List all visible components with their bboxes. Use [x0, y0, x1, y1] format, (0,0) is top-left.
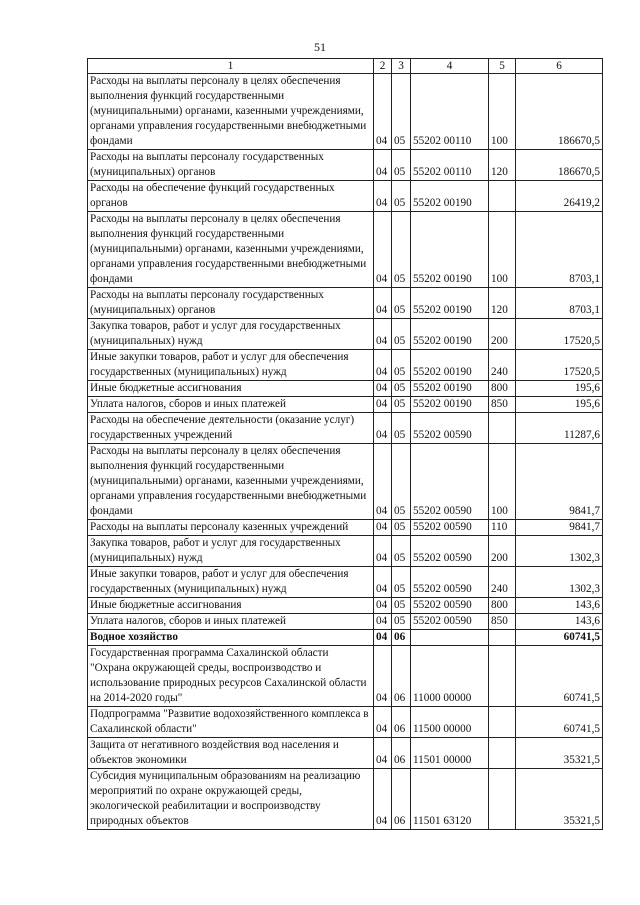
- target-article-code-cell: 55202 00590: [411, 520, 489, 536]
- table-row: [88, 646, 603, 707]
- subsection-code-cell: 05: [392, 413, 411, 444]
- expense-type-code-cell: 850: [489, 614, 516, 630]
- section-code-cell: 04: [374, 738, 392, 769]
- table-row: [88, 536, 603, 567]
- expense-name-cell: Подпрограмма "Развитие водохозяйственного комплекса в Сахалинской области": [88, 707, 374, 738]
- subsection-code-cell: 05: [392, 536, 411, 567]
- expense-name-cell: Субсидия муниципальным образованиям на реализацию мероприятий по охране окружающей среды, экологической реабилитации и воспроизводству природных объектов: [88, 769, 374, 830]
- subsection-code-cell: 06: [392, 769, 411, 830]
- subsection-code-cell: 06: [392, 738, 411, 769]
- expense-name-cell: Расходы на выплаты персоналу государственных (муниципальных) органов: [88, 288, 374, 319]
- section-code-cell: 04: [374, 413, 392, 444]
- section-code-cell: 04: [374, 598, 392, 614]
- section-code-cell: 04: [374, 614, 392, 630]
- table-row: [88, 707, 603, 738]
- expense-name-cell: Закупка товаров, работ и услуг для государственных (муниципальных) нужд: [88, 319, 374, 350]
- column-header: 6: [516, 59, 603, 74]
- expense-type-code-cell: [489, 181, 516, 212]
- expense-name-cell: Иные закупки товаров, работ и услуг для обеспечения государственных (муниципальных) нужд: [88, 567, 374, 598]
- amount-cell: 143,6: [516, 614, 603, 630]
- table-row: [88, 397, 603, 413]
- subsection-code-cell: 05: [392, 520, 411, 536]
- column-header: 1: [88, 59, 374, 74]
- target-article-code-cell: 11501 63120: [411, 769, 489, 830]
- section-code-cell: 04: [374, 212, 392, 288]
- expense-type-code-cell: [489, 738, 516, 769]
- subsection-code-cell: 05: [392, 181, 411, 212]
- expense-name-cell: Иные бюджетные ассигнования: [88, 598, 374, 614]
- section-code-cell: 04: [374, 567, 392, 598]
- subsection-code-cell: 05: [392, 444, 411, 520]
- subsection-code-cell: 06: [392, 630, 411, 646]
- table-row: [88, 150, 603, 181]
- subsection-code-cell: 05: [392, 319, 411, 350]
- subsection-code-cell: 05: [392, 150, 411, 181]
- amount-cell: 17520,5: [516, 319, 603, 350]
- expense-type-code-cell: 800: [489, 598, 516, 614]
- expense-name-cell: Водное хозяйство: [88, 630, 374, 646]
- subsection-code-cell: 05: [392, 288, 411, 319]
- amount-cell: 9841,7: [516, 444, 603, 520]
- expense-name-cell: Уплата налогов, сборов и иных платежей: [88, 397, 374, 413]
- target-article-code-cell: 55202 00190: [411, 319, 489, 350]
- column-header: 3: [392, 59, 411, 74]
- subsection-code-cell: 05: [392, 397, 411, 413]
- table-row: [88, 181, 603, 212]
- expense-name-cell: Расходы на выплаты персоналу государственных (муниципальных) органов: [88, 150, 374, 181]
- table-row: [88, 614, 603, 630]
- expense-type-code-cell: [489, 646, 516, 707]
- amount-cell: 143,6: [516, 598, 603, 614]
- target-article-code-cell: 55202 00590: [411, 536, 489, 567]
- target-article-code-cell: 55202 00190: [411, 181, 489, 212]
- amount-cell: 9841,7: [516, 520, 603, 536]
- section-code-cell: 04: [374, 74, 392, 150]
- expense-type-code-cell: 200: [489, 536, 516, 567]
- expense-type-code-cell: 100: [489, 212, 516, 288]
- table-header-row: [88, 59, 603, 74]
- target-article-code-cell: 55202 00110: [411, 150, 489, 181]
- amount-cell: 60741,5: [516, 646, 603, 707]
- section-code-cell: 04: [374, 381, 392, 397]
- amount-cell: 1302,3: [516, 567, 603, 598]
- amount-cell: 11287,6: [516, 413, 603, 444]
- table-body: [88, 74, 603, 830]
- amount-cell: 17520,5: [516, 350, 603, 381]
- expense-type-code-cell: [489, 413, 516, 444]
- subsection-code-cell: 05: [392, 74, 411, 150]
- target-article-code-cell: 55202 00590: [411, 598, 489, 614]
- expense-name-cell: Уплата налогов, сборов и иных платежей: [88, 614, 374, 630]
- target-article-code-cell: 55202 00190: [411, 212, 489, 288]
- subsection-code-cell: 06: [392, 646, 411, 707]
- target-article-code-cell: 55202 00590: [411, 614, 489, 630]
- expense-type-code-cell: 100: [489, 74, 516, 150]
- section-code-cell: 04: [374, 150, 392, 181]
- target-article-code-cell: 11000 00000: [411, 646, 489, 707]
- table-row: [88, 630, 603, 646]
- section-code-cell: 04: [374, 707, 392, 738]
- amount-cell: 60741,5: [516, 707, 603, 738]
- target-article-code-cell: [411, 630, 489, 646]
- expense-type-code-cell: 120: [489, 288, 516, 319]
- expense-name-cell: Иные бюджетные ассигнования: [88, 381, 374, 397]
- expense-type-code-cell: 240: [489, 567, 516, 598]
- expense-name-cell: Расходы на обеспечение функций государственных органов: [88, 181, 374, 212]
- target-article-code-cell: 55202 00110: [411, 74, 489, 150]
- amount-cell: 35321,5: [516, 769, 603, 830]
- expense-name-cell: Защита от негативного воздействия вод населения и объектов экономики: [88, 738, 374, 769]
- table-row: [88, 567, 603, 598]
- subsection-code-cell: 05: [392, 614, 411, 630]
- subsection-code-cell: 05: [392, 598, 411, 614]
- target-article-code-cell: 55202 00590: [411, 567, 489, 598]
- section-code-cell: 04: [374, 181, 392, 212]
- target-article-code-cell: 55202 00590: [411, 444, 489, 520]
- expense-type-code-cell: [489, 707, 516, 738]
- section-code-cell: 04: [374, 630, 392, 646]
- table-row: [88, 444, 603, 520]
- target-article-code-cell: 55202 00190: [411, 288, 489, 319]
- amount-cell: 195,6: [516, 381, 603, 397]
- amount-cell: 60741,5: [516, 630, 603, 646]
- expense-name-cell: Расходы на обеспечение деятельности (оказание услуг) государственных учреждений: [88, 413, 374, 444]
- amount-cell: 26419,2: [516, 181, 603, 212]
- expense-name-cell: Расходы на выплаты персоналу в целях обеспечения выполнения функций государственными (муниципальными) органами, казенными учреждениями, органами управления государственными внебюджетными фондами: [88, 74, 374, 150]
- expense-type-code-cell: [489, 630, 516, 646]
- expense-name-cell: Расходы на выплаты персоналу казенных учреждений: [88, 520, 374, 536]
- table-row: [88, 381, 603, 397]
- table-row: [88, 350, 603, 381]
- amount-cell: 35321,5: [516, 738, 603, 769]
- amount-cell: 186670,5: [516, 150, 603, 181]
- table-row: [88, 319, 603, 350]
- expense-type-code-cell: 850: [489, 397, 516, 413]
- expense-type-code-cell: 200: [489, 319, 516, 350]
- section-code-cell: 04: [374, 536, 392, 567]
- section-code-cell: 04: [374, 646, 392, 707]
- subsection-code-cell: 05: [392, 567, 411, 598]
- table-row: [88, 769, 603, 830]
- target-article-code-cell: 55202 00190: [411, 350, 489, 381]
- expense-name-cell: Расходы на выплаты персоналу в целях обеспечения выполнения функций государственными (муниципальными) органами, казенными учреждениями, органами управления государственными внебюджетными фондами: [88, 212, 374, 288]
- table-row: [88, 212, 603, 288]
- expense-type-code-cell: 800: [489, 381, 516, 397]
- table-row: [88, 288, 603, 319]
- target-article-code-cell: 55202 00190: [411, 397, 489, 413]
- column-header: 4: [411, 59, 489, 74]
- table-row: [88, 598, 603, 614]
- page-number: 51: [314, 40, 326, 54]
- column-header: 2: [374, 59, 392, 74]
- section-code-cell: 04: [374, 520, 392, 536]
- amount-cell: 195,6: [516, 397, 603, 413]
- amount-cell: 1302,3: [516, 536, 603, 567]
- subsection-code-cell: 05: [392, 381, 411, 397]
- target-article-code-cell: 11500 00000: [411, 707, 489, 738]
- amount-cell: 186670,5: [516, 74, 603, 150]
- column-header: 5: [489, 59, 516, 74]
- section-code-cell: 04: [374, 444, 392, 520]
- expense-name-cell: Иные закупки товаров, работ и услуг для обеспечения государственных (муниципальных) нужд: [88, 350, 374, 381]
- subsection-code-cell: 05: [392, 350, 411, 381]
- target-article-code-cell: 55202 00590: [411, 413, 489, 444]
- expense-type-code-cell: 100: [489, 444, 516, 520]
- section-code-cell: 04: [374, 769, 392, 830]
- expense-name-cell: Расходы на выплаты персоналу в целях обеспечения выполнения функций государственными (муниципальными) органами, казенными учреждениями, органами управления государственными внебюджетными фондами: [88, 444, 374, 520]
- table-row: [88, 74, 603, 150]
- section-code-cell: 04: [374, 350, 392, 381]
- amount-cell: 8703,1: [516, 212, 603, 288]
- section-code-cell: 04: [374, 288, 392, 319]
- target-article-code-cell: 55202 00190: [411, 381, 489, 397]
- expense-type-code-cell: 120: [489, 150, 516, 181]
- section-code-cell: 04: [374, 397, 392, 413]
- expense-type-code-cell: [489, 769, 516, 830]
- subsection-code-cell: 05: [392, 212, 411, 288]
- subsection-code-cell: 06: [392, 707, 411, 738]
- amount-cell: 8703,1: [516, 288, 603, 319]
- expense-type-code-cell: 240: [489, 350, 516, 381]
- table-row: [88, 413, 603, 444]
- section-code-cell: 04: [374, 319, 392, 350]
- expense-name-cell: Государственная программа Сахалинской области "Охрана окружающей среды, воспроизводство и использование природных ресурсов Сахалинской области на 2014-2020 годы": [88, 646, 374, 707]
- table-row: [88, 520, 603, 536]
- expense-name-cell: Закупка товаров, работ и услуг для государственных (муниципальных) нужд: [88, 536, 374, 567]
- expense-type-code-cell: 110: [489, 520, 516, 536]
- target-article-code-cell: 11501 00000: [411, 738, 489, 769]
- table-row: [88, 738, 603, 769]
- budget-table: [87, 58, 603, 830]
